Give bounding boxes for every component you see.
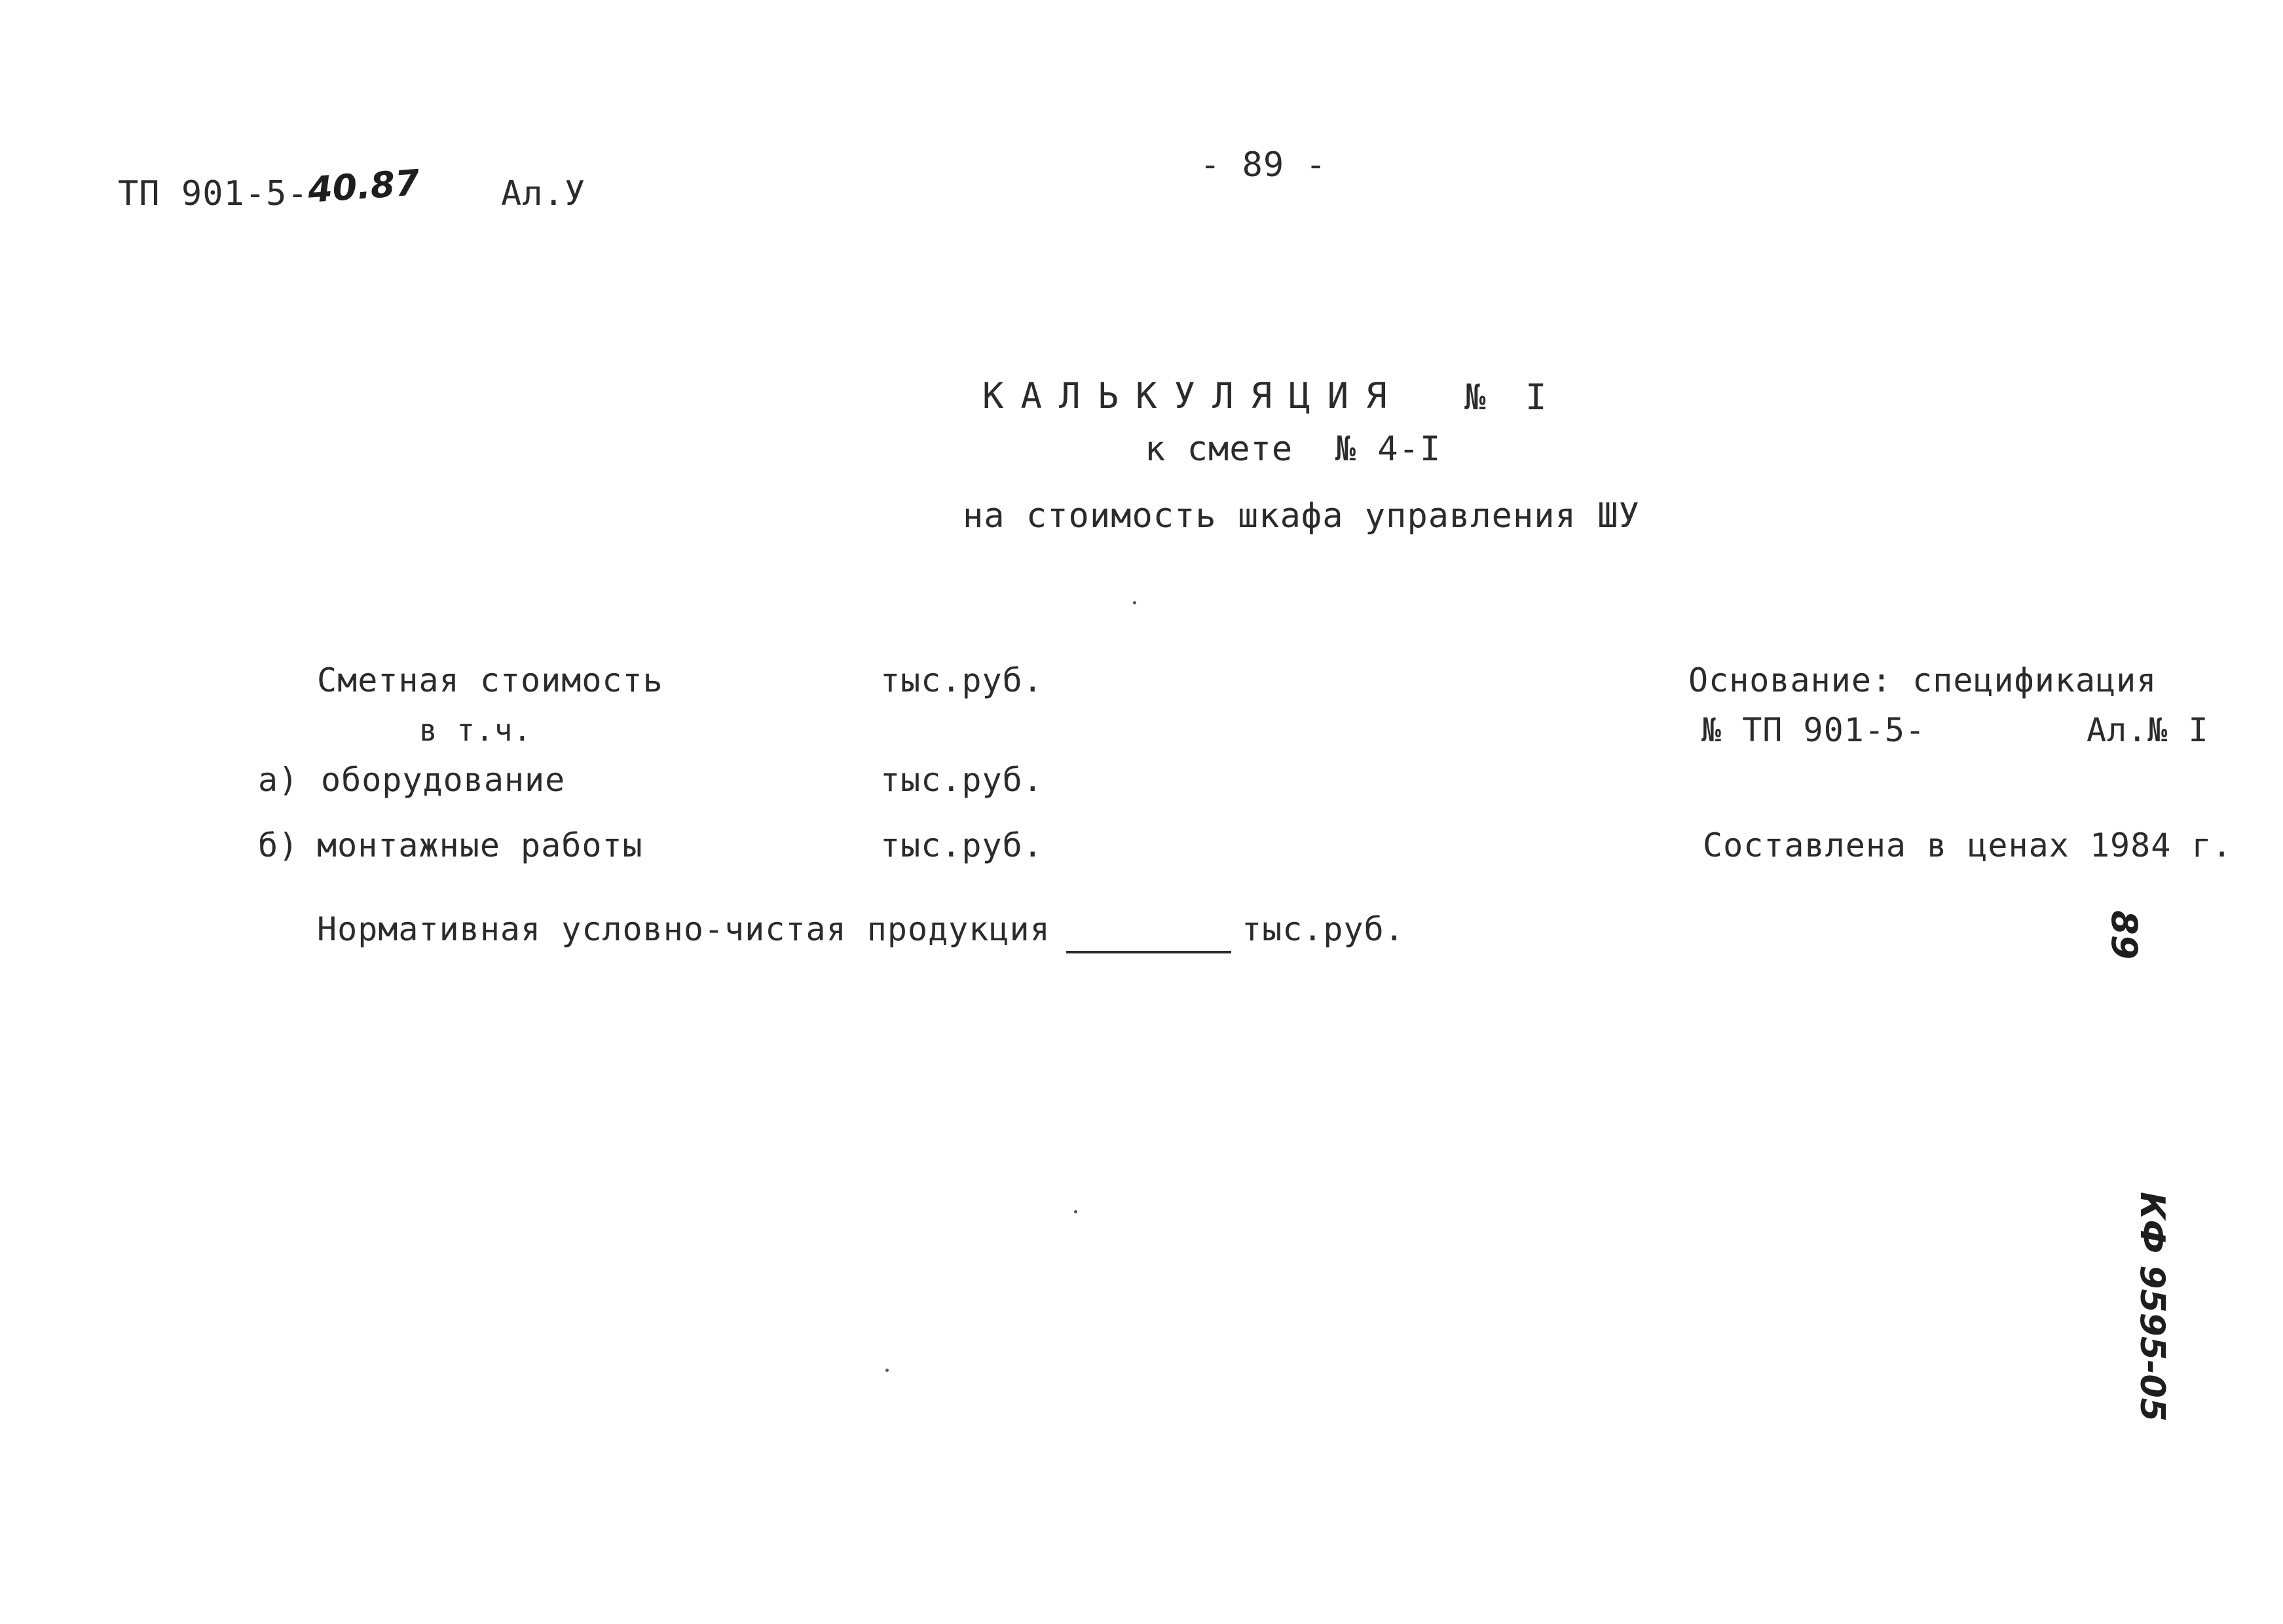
- equipment-marker: а): [258, 761, 299, 799]
- basis-album: Ал.№ I: [2087, 711, 2209, 749]
- to-estimate: к смете № 4-I: [1145, 430, 1441, 469]
- calc-heading-number: № I: [1464, 377, 1556, 418]
- scan-speck: [885, 1369, 889, 1372]
- basis-label: Основание: спецификация: [1688, 661, 2157, 699]
- equipment-unit: тыс.руб.: [880, 761, 1043, 799]
- album-label: Ал.У: [501, 174, 586, 213]
- installation-marker: б): [258, 826, 299, 864]
- scan-speck: [1074, 1210, 1077, 1213]
- estimated-cost-label: Сметная стоимость: [317, 661, 663, 699]
- installation-unit: тыс.руб.: [880, 826, 1043, 864]
- equipment-label: оборудование: [321, 761, 566, 799]
- normative-label: Нормативная условно-чистая продукция: [317, 910, 1050, 948]
- estimated-cost-unit: тыс.руб.: [880, 661, 1043, 699]
- installation-label: монтажные работы: [317, 826, 643, 864]
- normative-unit: тыс.руб.: [1242, 910, 1405, 948]
- margin-page-handwritten: 89: [2104, 910, 2145, 960]
- prices-note: Составлена в ценах 1984 г.: [1703, 826, 2233, 864]
- normative-blank-line: [1066, 951, 1231, 953]
- scan-speck: [1133, 601, 1136, 604]
- doc-code: ТП 901-5-: [118, 174, 308, 213]
- page-number: - 89 -: [1200, 145, 1327, 185]
- including-label: в т.ч.: [419, 712, 532, 748]
- margin-stamp-code: КФ 9595-05: [2132, 1192, 2172, 1422]
- doc-code-handwritten: 40.87: [306, 162, 421, 211]
- basis-ref: № ТП 901-5-: [1701, 711, 1926, 749]
- calc-heading: КАЛЬКУЛЯЦИЯ: [982, 375, 1404, 416]
- calc-subject: на стоимость шкафа управления ШУ: [963, 496, 1640, 536]
